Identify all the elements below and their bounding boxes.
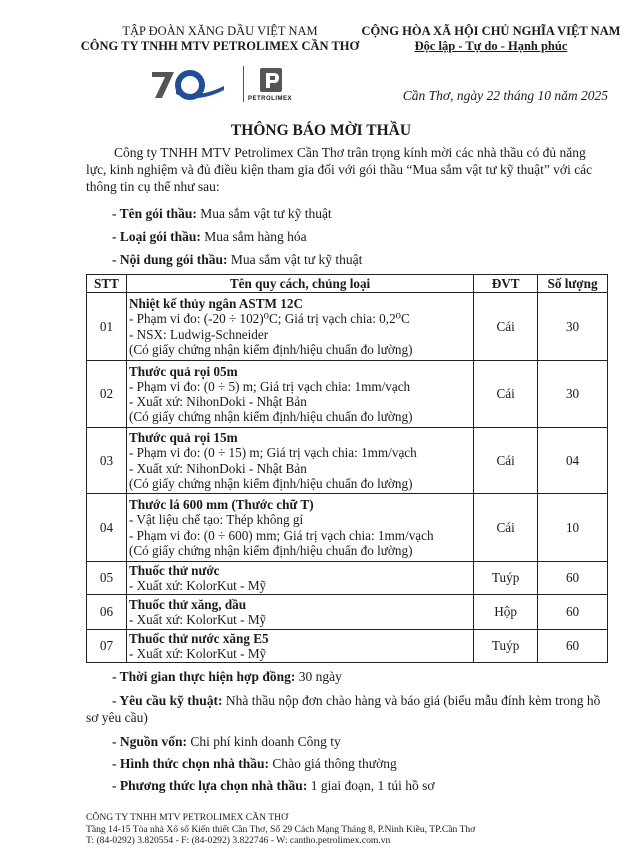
row-qty: 30 [538, 293, 608, 361]
intro-paragraph: Công ty TNHH MTV Petrolimex Cần Thơ trân trọng kính mời các nhà thầu có đủ năng lực, kinh nghiệm và đủ điều kiện tham gia đối với gói thầu “Mua sắm vật tư kỹ thuật” với các thông tin cụ thể như sau: [86, 145, 593, 194]
row-description [126, 630, 473, 663]
parent-org-name: TẬP ĐOÀN XĂNG DẦU VIỆT NAM [122, 24, 318, 38]
item-spec: - Phạm vi đo: (-20 ÷ 102)⁰C; Giá trị vạch chia: 0,2⁰C [128, 311, 410, 327]
row-unit: Tuýp [474, 630, 538, 663]
row-unit: Cái [474, 293, 538, 361]
petrolimex-logo [254, 68, 288, 94]
item-spec: (Có giấy chứng nhận kiểm định/hiệu chuẩn đo lường) [128, 542, 413, 558]
table-row [87, 428, 608, 494]
row-stt: 06 [87, 595, 127, 630]
row-stt: 05 [87, 562, 127, 595]
item-spec: (Có giấy chứng nhận kiểm định/hiệu chuẩn đo lường) [128, 409, 413, 425]
funding-line [86, 733, 608, 750]
row-description [126, 562, 473, 595]
company-name: CÔNG TY TNHH MTV PETROLIMEX CẦN THƠ [80, 39, 360, 53]
org-header [60, 24, 380, 54]
row-qty: 10 [538, 494, 608, 562]
row-description [126, 595, 473, 630]
document-title: THÔNG BÁO MỜI THẦU [230, 122, 412, 139]
footer-contact: T: (84-0292) 3.820554 - F: (84-0292) 3.822746 - W: cantho.petrolimex.com.vn [86, 835, 391, 846]
national-title: CỘNG HÒA XÃ HỘI CHỦ NGHĨA VIỆT NAM [361, 24, 621, 38]
package-type-line [112, 229, 307, 245]
package-name-label: - Tên gói thầu: [112, 206, 197, 221]
row-description [126, 494, 473, 562]
item-spec: - Phạm vi đo: (0 ÷ 5) m; Giá trị vạch chia: 1mm/vạch [128, 378, 411, 394]
table-row [87, 630, 608, 663]
item-spec: - Xuất xứ: NihonDoki - Nhật Bản [128, 460, 307, 476]
row-qty: 30 [538, 361, 608, 428]
package-name-line [112, 206, 332, 222]
logo-divider [243, 66, 244, 102]
item-name: Nhiệt kế thủy ngân ASTM 12C [128, 296, 304, 312]
item-name: Thuốc thử nước [128, 562, 220, 578]
tech-value: Nhà thầu nộp đơn chào hàng và báo giá (biểu mẫu đính kèm trong hồ sơ yêu cầu) [86, 693, 601, 725]
method-label: - Phương thức lựa chọn nhà thầu: [112, 778, 308, 793]
row-stt: 04 [87, 494, 127, 562]
row-description [126, 428, 473, 494]
row-qty: 04 [538, 428, 608, 494]
table-row [87, 494, 608, 562]
item-spec: - Xuất xứ: KolorKut - Mỹ [128, 646, 267, 661]
selection-form-line [86, 755, 608, 772]
item-spec: - Phạm vi đo: (0 ÷ 15) m; Giá trị vạch chia: 1mm/vạch [128, 445, 417, 461]
table-row [87, 361, 608, 428]
row-description [126, 361, 473, 428]
petrolimex-logo-text: PETROLIMEX [248, 96, 293, 102]
item-name: Thước quả rọi 15m [128, 430, 238, 446]
item-name: Thước quả rọi 05m [128, 363, 238, 379]
item-name: Thuốc thử nước xăng E5 [128, 630, 269, 646]
item-spec: - Xuất xứ: KolorKut - Mỹ [128, 612, 267, 627]
form-label: - Hình thức chọn nhà thầu: [112, 756, 270, 771]
footer-company: CÔNG TY TNHH MTV PETROLIMEX CẦN THƠ [86, 812, 289, 823]
item-spec: - Phạm vi đo: (0 ÷ 600) mm; Giá trị vạch chia: 1mm/vạch [128, 527, 434, 543]
item-spec: - Xuất xứ: NihonDoki - Nhật Bản [128, 394, 307, 409]
row-stt: 01 [87, 293, 127, 361]
tech-requirement-line [86, 692, 608, 726]
row-unit: Tuýp [474, 562, 538, 595]
row-unit: Cái [474, 361, 538, 428]
table-row [87, 595, 608, 630]
package-name-value: Mua sắm vật tư kỹ thuật [196, 206, 332, 221]
fund-label: - Nguồn vốn: [112, 734, 188, 749]
item-spec: (Có giấy chứng nhận kiểm định/hiệu chuẩn đo lường) [128, 475, 413, 491]
row-qty: 60 [538, 595, 608, 630]
item-name: Thước lá 600 mm (Thước chữ T) [128, 497, 314, 513]
item-spec: - Xuất xứ: KolorKut - Mỹ [128, 578, 267, 593]
header-name: Tên quy cách, chủng loại [126, 275, 473, 293]
item-spec: - Vật liệu chế tạo: Thép không gỉ [128, 512, 304, 528]
goods-table [86, 274, 608, 663]
date-line: Cần Thơ, ngày 22 tháng 10 năm 2025 [402, 88, 608, 103]
package-type-label: - Loại gói thầu: [112, 229, 201, 244]
item-spec: (Có giấy chứng nhận kiểm định/hiệu chuẩn đo lường) [128, 341, 413, 357]
footer-address: Tầng 14-15 Tòa nhà Xổ số Kiến thiết Cần Thơ, Số 29 Cách Mạng Tháng 8, P.Ninh Kiều, TP.Cần Thơ [86, 823, 476, 835]
table-header-row [87, 275, 608, 293]
duration-line [86, 668, 608, 685]
duration-value: 30 ngày [295, 669, 342, 684]
method-value: 1 giai đoạn, 1 túi hồ sơ [307, 778, 435, 793]
selection-method-line [86, 777, 608, 794]
anniversary-70-logo [146, 66, 226, 104]
header-unit: ĐVT [474, 275, 538, 293]
row-qty: 60 [538, 562, 608, 595]
package-content-line [112, 252, 362, 268]
fund-value: Chi phí kinh doanh Công ty [187, 734, 341, 749]
table-row [87, 293, 608, 361]
package-content-value: Mua sắm vật tư kỹ thuật [227, 252, 363, 267]
row-qty: 60 [538, 630, 608, 663]
item-spec: - NSX: Ludwig-Schneider [128, 326, 269, 342]
item-name: Thuốc thử xăng, dầu [128, 596, 247, 612]
tech-label: - Yêu cầu kỹ thuật: [112, 693, 223, 708]
header-stt: STT [87, 275, 127, 293]
row-stt: 03 [87, 428, 127, 494]
header-qty: Số lượng [538, 275, 608, 293]
row-description [126, 293, 473, 361]
row-stt: 07 [87, 630, 127, 663]
row-unit: Cái [474, 428, 538, 494]
table-row [87, 562, 608, 595]
national-header [352, 24, 630, 54]
national-motto: Độc lập - Tự do - Hạnh phúc [414, 39, 568, 53]
footer [86, 812, 606, 847]
row-unit: Cái [474, 494, 538, 562]
package-type-value: Mua sắm hàng hóa [200, 229, 307, 244]
row-stt: 02 [87, 361, 127, 428]
form-value: Chào giá thông thường [269, 756, 397, 771]
package-content-label: - Nội dung gói thầu: [112, 252, 228, 267]
duration-label: - Thời gian thực hiện hợp đồng: [112, 669, 296, 684]
row-unit: Hộp [474, 595, 538, 630]
